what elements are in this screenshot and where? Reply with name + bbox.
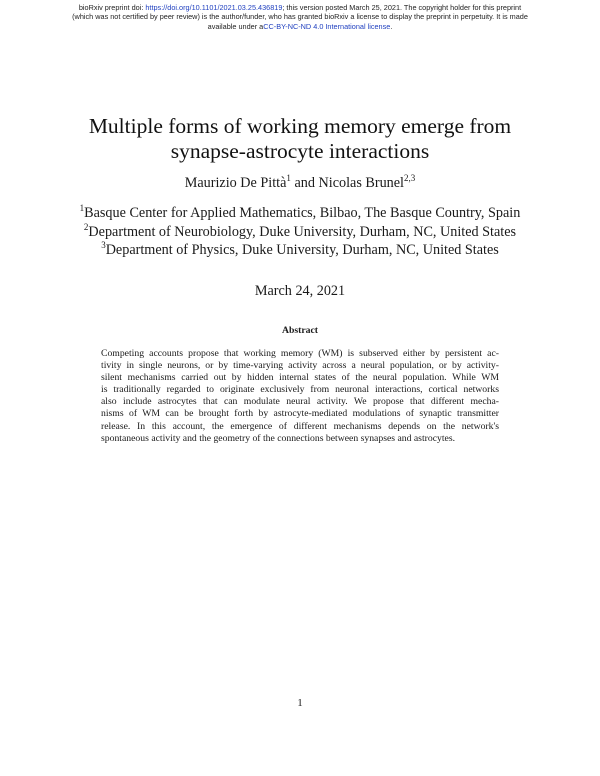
abstract-line: also include astrocytes that can modulate neural activity. We propose that different mecha- <box>101 396 499 408</box>
affiliation-item <box>0 241 600 260</box>
author-affiliation-marker: 2,3 <box>404 173 416 183</box>
publication-date: March 24, 2021 <box>254 283 346 299</box>
abstract-heading: Abstract <box>281 325 319 336</box>
abstract-line: release. In this account, the emergence of different mechanisms depends on the network's <box>101 420 499 432</box>
author-affiliation-marker: 1 <box>286 173 291 183</box>
preprint-notice-line-3 <box>0 22 600 31</box>
preprint-notice <box>0 3 600 31</box>
doi-link[interactable]: https://doi.org/10.1101/2021.03.25.436819 <box>145 3 283 12</box>
paper-title-line-2: synapse-astrocyte interactions <box>170 139 430 163</box>
affiliation-text: Department of Neurobiology, Duke University, Durham, NC, United States <box>88 223 517 240</box>
abstract-line: silent mechanisms carried out by hidden internal states of the neural population. While WM <box>101 372 499 384</box>
preprint-notice-line-2: (which was not certified by peer review) is the author/funder, who has granted bioRxiv a license to display the preprint in perpetuity. It is made <box>72 12 528 22</box>
affiliation-item <box>0 223 600 242</box>
affiliation-text: Department of Physics, Duke University, Durham, NC, United States <box>105 242 499 259</box>
page-number: 1 <box>297 697 303 709</box>
abstract-line: tivity in single neurons, or by time-varying activity across a neural population, or by activity- <box>101 360 499 372</box>
affiliation-item <box>0 204 600 223</box>
affiliation-marker: 1 <box>79 203 85 213</box>
author-conjunction: and <box>290 175 319 191</box>
author-name: Nicolas Brunel <box>318 175 404 191</box>
paper-title <box>60 114 540 164</box>
author-list <box>0 174 600 192</box>
abstract-line: is traditionally regarded to originate exclusively from neuronal interactions, cortical networks <box>101 384 499 396</box>
abstract-line: spontaneous activity and the geometry of the connections between synapses and astrocytes. <box>101 432 456 444</box>
author-name: Maurizio De Pittà <box>184 175 287 191</box>
preprint-posted-text: ; this version posted March 25, 2021. The copyright holder for this preprint <box>282 3 522 12</box>
license-link[interactable]: CC-BY-NC-ND 4.0 International license <box>263 21 391 31</box>
license-prefix: available under a <box>207 21 264 31</box>
affiliation-marker: 3 <box>101 240 106 251</box>
affiliation-marker: 2 <box>83 221 89 232</box>
abstract-line: nisms of WM can be brought forth by astrocyte-mediated modulations of synaptic transmitter <box>101 408 499 420</box>
abstract-body <box>101 348 499 445</box>
paper-title-line-1: Multiple forms of working memory emerge from <box>88 114 512 138</box>
abstract-line: Competing accounts propose that working memory (WM) is subserved either by persistent ac- <box>101 348 499 359</box>
license-suffix: . <box>390 21 393 31</box>
affiliation-list <box>0 204 600 260</box>
preprint-notice-line-1 <box>0 3 600 12</box>
affiliation-text: Basque Center for Applied Mathematics, Bilbao, The Basque Country, Spain <box>84 205 521 221</box>
preprint-doi-prefix: bioRxiv preprint doi: <box>78 3 146 12</box>
